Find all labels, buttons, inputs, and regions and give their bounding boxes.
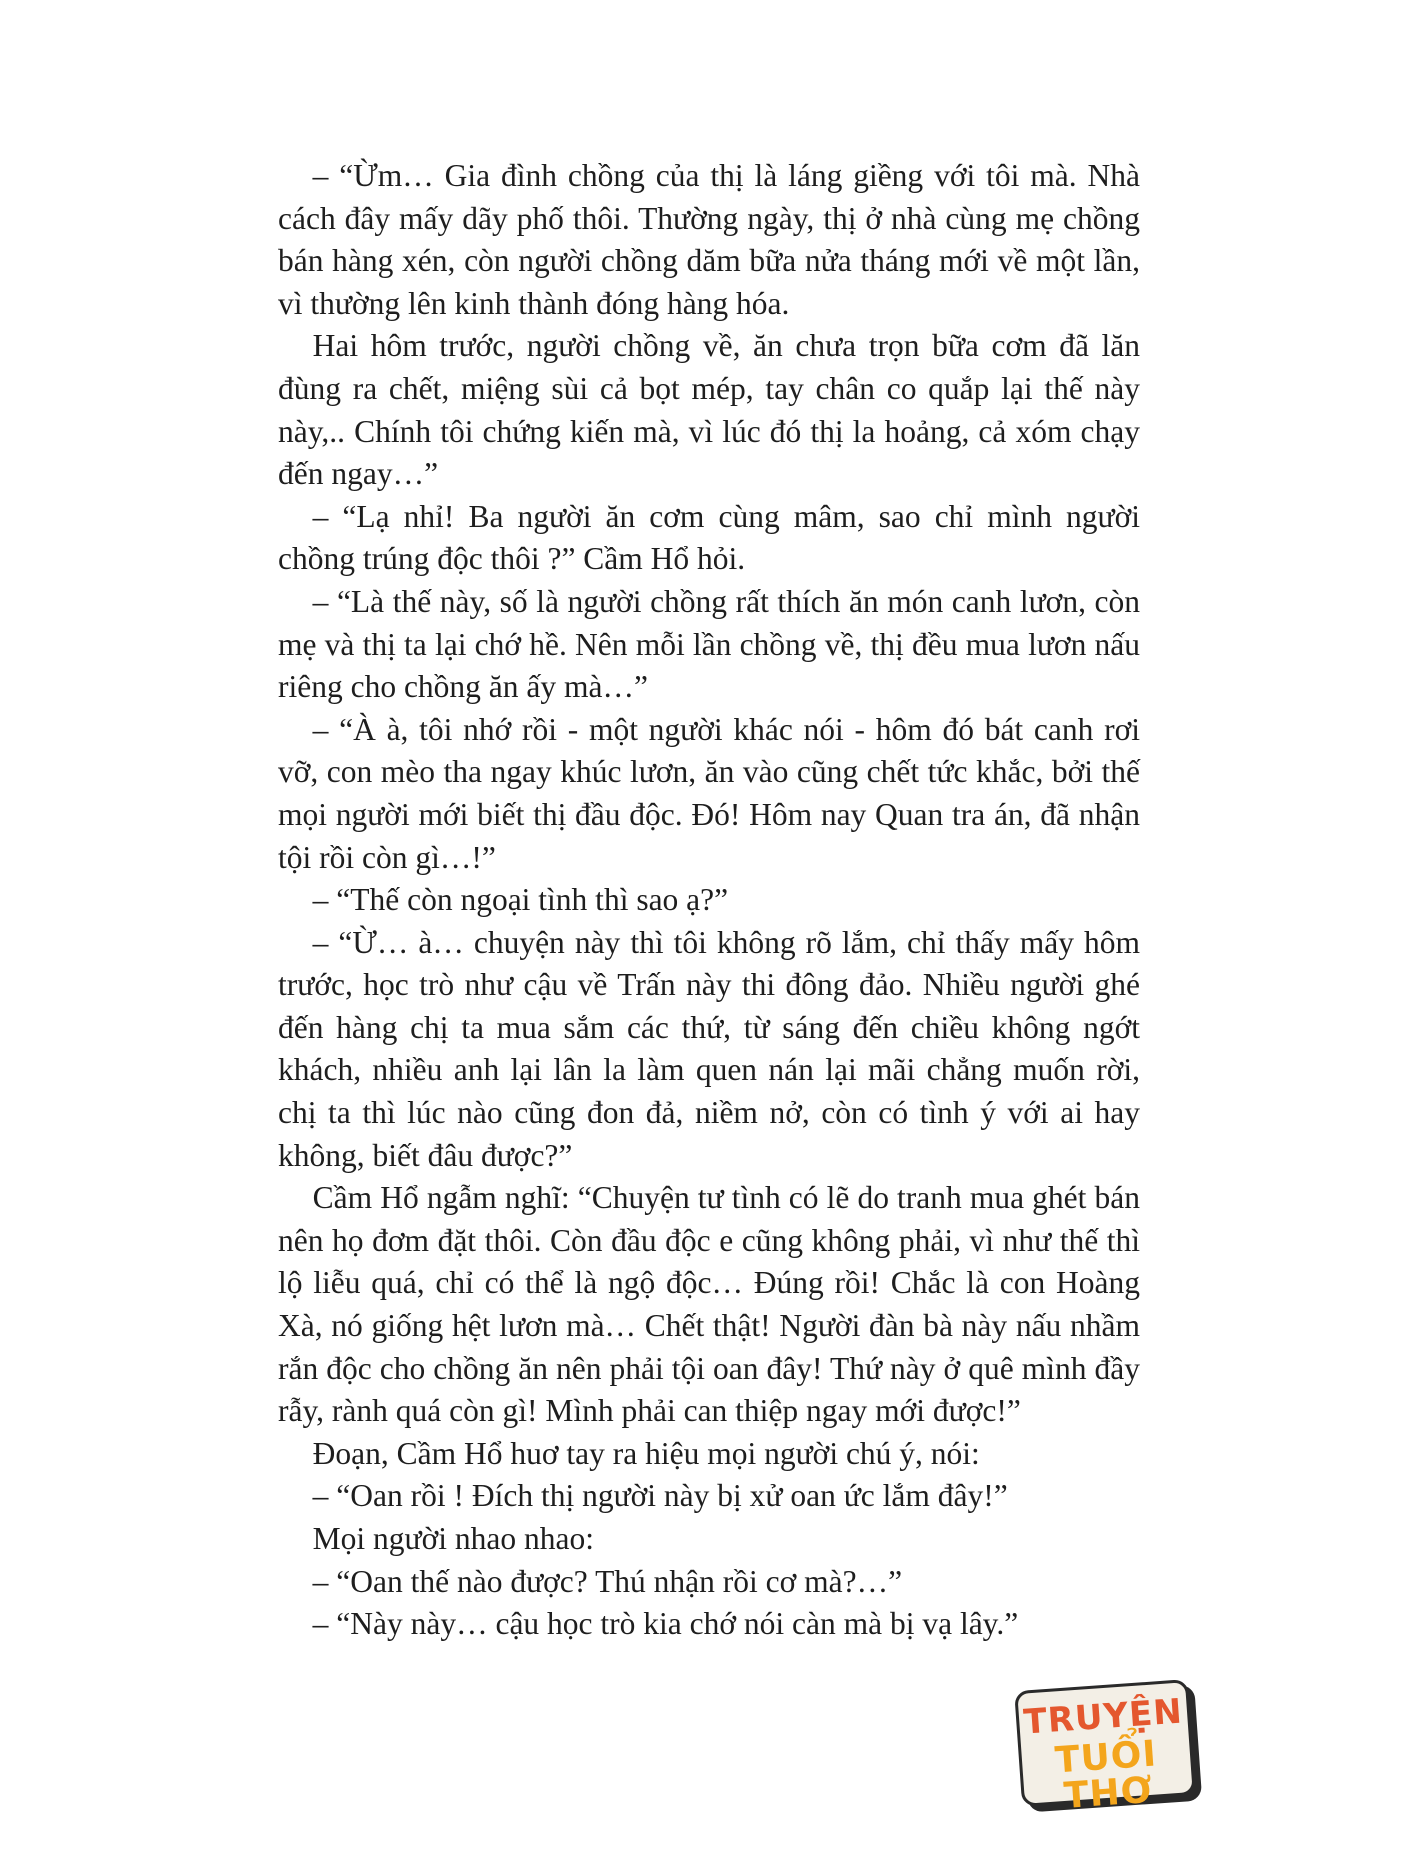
paragraph-7: – “Ừ… à… chuyện này thì tôi không rõ lắm, chỉ thấy mấy hôm trước, học trò như cậu về Trấn này thi đông đảo. Nhiều người ghé đến hàng chị ta mua sắm các thứ, từ sáng đến chiều không ngớt khách, nhiều anh lại lân la làm quen nán lại mãi chẳng muốn rời, chị ta thì lúc nào cũng đon đả, niềm nở, còn có tình ý với ai hay không, biết đâu được?”	[278, 924, 1140, 1173]
watermark-line-1: TRUYỆN	[1022, 1691, 1185, 1743]
paragraph-2: Hai hôm trước, người chồng về, ăn chưa trọn bữa cơm đã lăn đùng ra chết, miệng sùi cả bọt mép, tay chân co quắp lại thế này này,.. Chính tôi chứng kiến mà, vì lúc đó thị la hoảng, cả xóm chạy đến ngay…”	[278, 328, 1140, 492]
paragraph-1: – “Ừm… Gia đình chồng của thị là láng giềng với tôi mà. Nhà cách đây mấy dãy phố thôi. Thường ngày, thị ở nhà cùng mẹ chồng bán hàng xén, còn người chồng dăm bữa nửa tháng mới về một lần, vì thường lên kinh thành đóng hàng hóa.	[278, 158, 1140, 321]
paragraph-6: – “Thế còn ngoại tình thì sao ạ?”	[312, 882, 729, 918]
paragraph-13: – “Này này… cậu học trò kia chớ nói càn mà bị vạ lây.”	[312, 1606, 1019, 1642]
paragraph-4: – “Là thế này, số là người chồng rất thích ăn món canh lươn, còn mẹ và thị ta lại chớ hề. Nên mỗi lần chồng về, thị đều mua lươn nấu riêng cho chồng ăn ấy mà…”	[278, 583, 1140, 705]
watermark-line-2: TUỔI THƠ	[1053, 1733, 1159, 1817]
paragraph-10: – “Oan rồi ! Đích thị người này bị xử oan ức lắm đây!”	[312, 1478, 1008, 1514]
paragraph-11: Mọi người nhao nhao:	[312, 1521, 594, 1556]
paragraph-12: – “Oan thế nào được? Thú nhận rồi cơ mà?…”	[312, 1563, 903, 1599]
paragraph-8: Cầm Hổ ngẫm nghĩ: “Chuyện tư tình có lẽ do tranh mua ghét bán nên họ đơm đặt thôi. Còn đầu độc e cũng không phải, vì như thế thì lộ liễu quá, chỉ có thể là ngộ độc… Đúng rồi! Chắc là con Hoàng Xà, nó giống hệt lươn mà… Chết thật! Người đàn bà này nấu nhầm rắn độc cho chồng ăn nên phải tội oan đây! Thứ này ở quê mình đầy rẫy, rành quá còn gì! Mình phải can thiệp ngay mới được!”	[278, 1180, 1140, 1429]
page-text	[278, 155, 1140, 1646]
watermark-logo	[1014, 1679, 1196, 1817]
paragraph-3: – “Lạ nhỉ! Ba người ăn cơm cùng mâm, sao chỉ mình người chồng trúng độc thôi ?” Cầm Hổ hỏi.	[278, 498, 1140, 577]
paragraph-9: Đoạn, Cầm Hổ huơ tay ra hiệu mọi người chú ý, nói:	[312, 1435, 980, 1471]
paragraph-5: – “À à, tôi nhớ rồi - một người khác nói - hôm đó bát canh rơi vỡ, con mèo tha ngay khúc lươn, ăn vào cũng chết tức khắc, bởi thế mọi người mới biết thị đầu độc. Đó! Hôm nay Quan tra án, đã nhận tội rồi còn gì…!”	[278, 711, 1140, 875]
